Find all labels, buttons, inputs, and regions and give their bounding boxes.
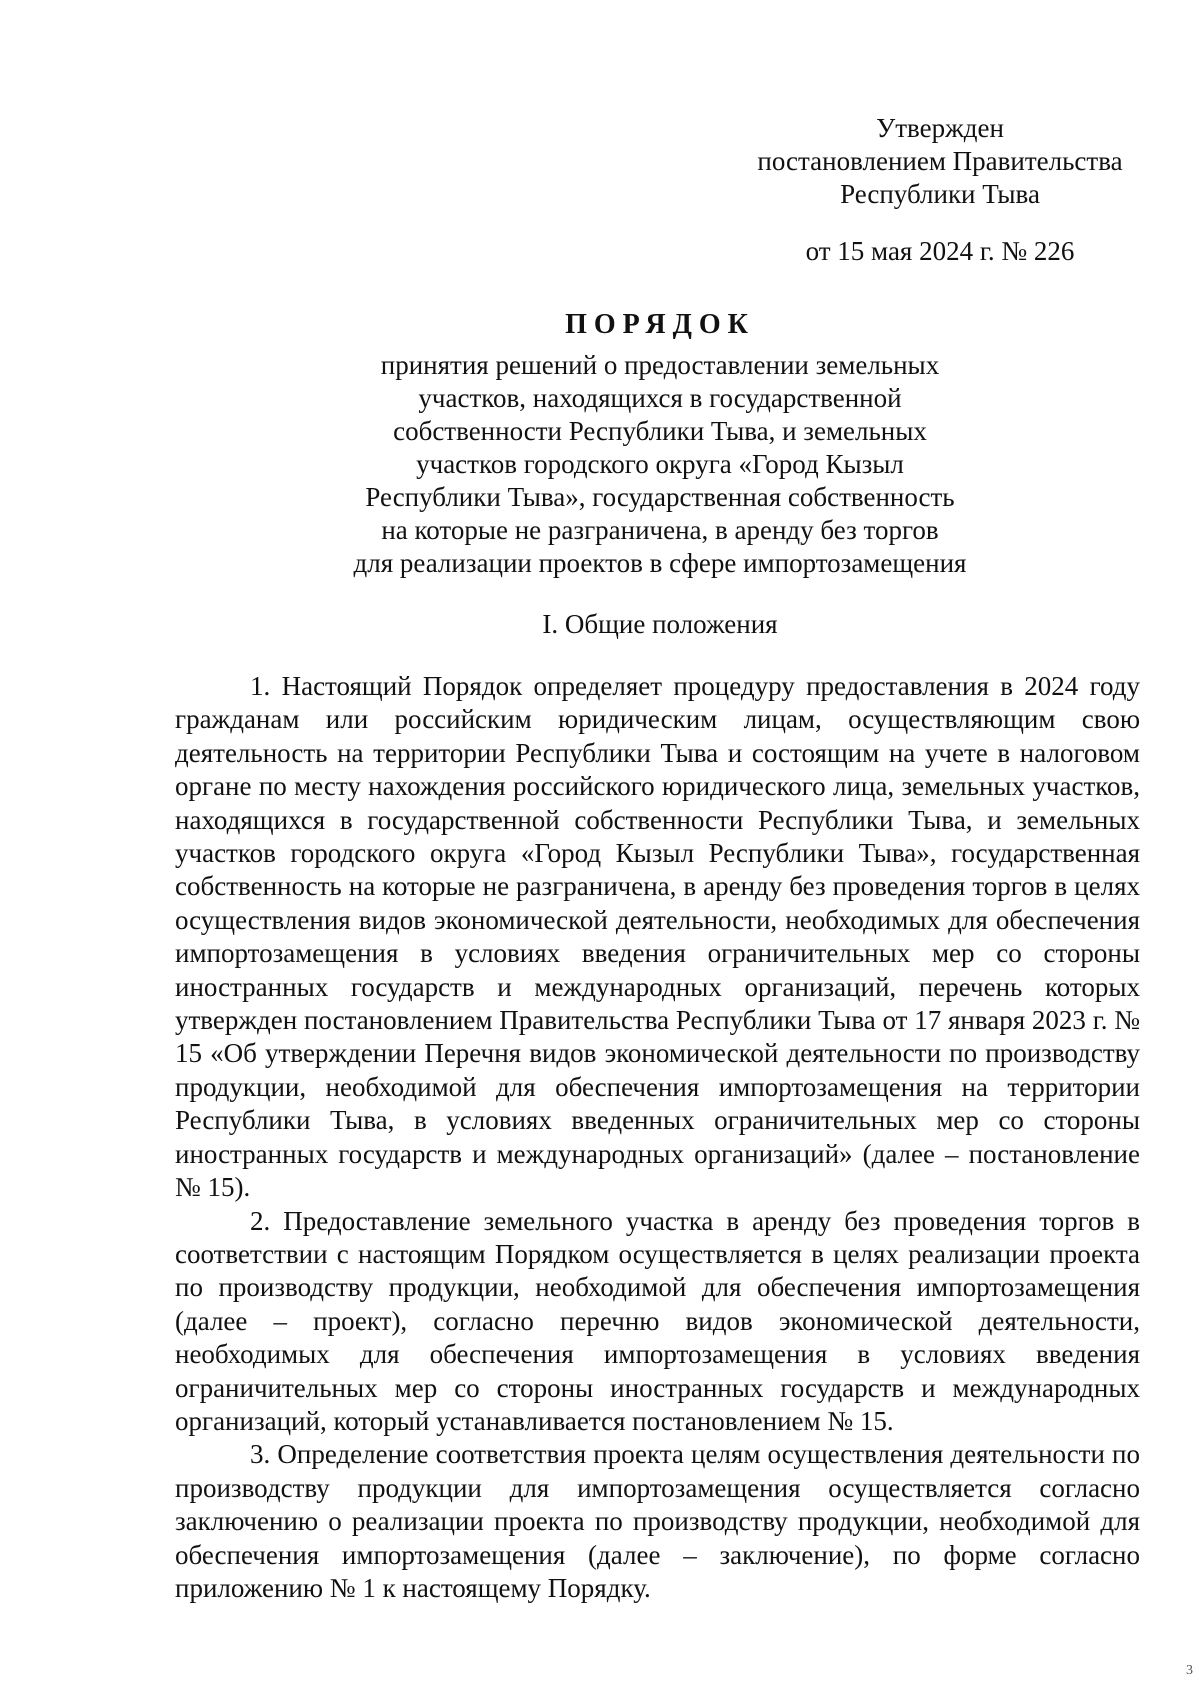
title-subline: Республики Тыва», государственная собственность bbox=[365, 482, 955, 512]
title-subline: участков, находящихся в государственной bbox=[418, 383, 902, 413]
approval-date-number: от 15 мая 2024 г. № 226 bbox=[805, 236, 1075, 266]
title-subline: собственности Республики Тыва, и земельных bbox=[393, 416, 927, 446]
title-subline: на которые не разграничена, в аренду без торгов bbox=[381, 515, 939, 545]
approval-stamp-block bbox=[740, 112, 1140, 268]
paragraph-2: 2. Предоставление земельного участка в аренду без проведения торгов в соответствии с настоящим Порядком осуществляется в целях реализации проекта по производству продукции, необходимой для обеспечения импортозамещения (далее – проект), согласно перечню видов экономической деятельности, необходимых для обеспечения импортозамещения в условиях введения ограничительных мер со стороны иностранных государств и международных организаций, который устанавливается постановлением № 15. bbox=[175, 1205, 1140, 1436]
title-subline: принятия решений о предоставлении земельных bbox=[380, 350, 940, 380]
title-subline: участков городского округа «Город Кызыл bbox=[416, 449, 904, 479]
page-number-mark: 3 bbox=[1186, 1663, 1193, 1678]
approval-line-republic: Республики Тыва bbox=[840, 179, 1040, 209]
document-title: ПОРЯДОК bbox=[565, 309, 755, 340]
document-body bbox=[175, 670, 1140, 1605]
title-subline: для реализации проектов в сфере импортозамещения bbox=[353, 548, 967, 578]
approval-line-resolution: постановлением Правительства bbox=[757, 146, 1123, 176]
approval-line-approved: Утвержден bbox=[876, 113, 1004, 143]
section-heading-general-provisions: I. Общие положения bbox=[542, 609, 778, 639]
paragraph-1: 1. Настоящий Порядок определяет процедуру предоставления в 2024 году гражданам или российским юридическим лицам, осуществляющим свою деятельность на территории Республики Тыва и состоящим на учете в налоговом органе по месту нахождения российского юридического лица, земельных участков, находящихся в государственной собственности Республики Тыва, и земельных участков городского округа «Город Кызыл Республики Тыва», государственная собственность на которые не разграничена, в аренду без проведения торгов в целях осуществления видов экономической деятельности, необходимых для обеспечения импортозамещения в условиях введения ограничительных мер со стороны иностранных государств и международных организаций, перечень которых утвержден постановлением Правительства Республики Тыва от 17 января 2023 г. № 15 «Об утверждении Перечня видов экономической деятельности по производству продукции, необходимой для обеспечения импортозамещения на территории Республики Тыва, в условиях введенных ограничительных мер со стороны иностранных государств и международных организаций» (далее – постановление № 15). bbox=[175, 671, 1140, 1203]
approval-gap bbox=[740, 211, 1140, 235]
paragraph-3: 3. Определение соответствия проекта целям осуществления деятельности по производству продукции для импортозамещения осуществляется согласно заключению о реализации проекта по производству продукции, необходимой для обеспечения импортозамещения (далее – заключение), по форме согласно приложению № 1 к настоящему Порядку. bbox=[175, 1439, 1140, 1603]
document-title-block bbox=[250, 308, 1070, 580]
